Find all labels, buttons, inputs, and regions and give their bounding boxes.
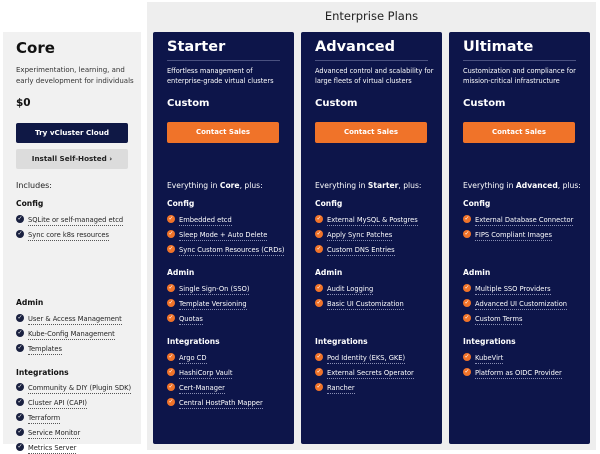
divider <box>315 60 428 61</box>
chevron-right-icon: › <box>109 154 113 163</box>
everything-in-suffix: , plus: <box>398 181 422 190</box>
feature-item[interactable] <box>315 354 405 362</box>
plan-description: Advanced control and scalability for large fleets of virtual clusters <box>315 67 434 85</box>
feature-label: Kube-Config Management <box>28 330 115 338</box>
feature-label: Quotas <box>179 315 203 323</box>
check-circle-icon: ✓ <box>168 284 174 291</box>
feature-label: Sleep Mode + Auto Delete <box>179 231 268 239</box>
feature-item[interactable] <box>167 246 284 254</box>
feature-item[interactable] <box>315 231 392 239</box>
feature-label: KubeVirt <box>475 354 504 362</box>
check-circle-icon: ✓ <box>316 215 322 222</box>
everything-in-plan-ref: Advanced <box>515 181 558 190</box>
feature-item[interactable] <box>16 384 131 392</box>
button-label: Try vCluster Cloud <box>35 128 109 137</box>
feature-item[interactable] <box>16 414 60 422</box>
check-circle-icon: ✓ <box>464 314 470 321</box>
check-circle-icon: ✓ <box>464 215 470 222</box>
check-circle-icon: ✓ <box>464 284 470 291</box>
includes-label: Includes: <box>16 181 52 190</box>
try-vcluster-cloud-button[interactable] <box>16 123 128 143</box>
feature-label: Custom DNS Entries <box>327 246 395 254</box>
feature-item[interactable] <box>463 216 573 224</box>
feature-label: Advanced UI Customization <box>475 300 568 308</box>
everything-in-prefix: Everything in <box>167 181 220 190</box>
feature-item[interactable] <box>167 315 203 323</box>
section-title-config: Config <box>315 199 343 208</box>
feature-item[interactable] <box>315 300 404 308</box>
feature-item[interactable] <box>315 246 395 254</box>
check-circle-icon: ✓ <box>17 329 23 336</box>
section-title-config: Config <box>16 199 44 208</box>
feature-item[interactable] <box>315 369 414 377</box>
feature-label: Sync core k8s resources <box>28 231 110 239</box>
enterprise-plans-title: Enterprise Plans <box>324 9 419 23</box>
section-title-admin: Admin <box>16 298 44 307</box>
everything-in-label <box>167 181 263 190</box>
check-circle-icon: ✓ <box>464 230 470 237</box>
plan-description: Effortless management of enterprise-grade virtual clusters <box>167 67 274 85</box>
feature-item[interactable] <box>167 285 249 293</box>
feature-label: HashiCorp Vault <box>179 369 233 377</box>
feature-label: Central HostPath Mapper <box>179 399 263 407</box>
feature-label: Cluster API (CAPI) <box>28 399 88 407</box>
feature-label: Rancher <box>327 384 355 392</box>
feature-label: Audit Logging <box>327 285 374 293</box>
feature-label: External Secrets Operator <box>327 369 414 377</box>
everything-in-plan-ref: Starter <box>367 181 399 190</box>
plan-name: Ultimate <box>463 39 534 55</box>
check-circle-icon: ✓ <box>17 443 23 450</box>
feature-item[interactable] <box>167 300 247 308</box>
feature-item[interactable] <box>16 345 62 353</box>
feature-item[interactable] <box>16 216 123 224</box>
feature-item[interactable] <box>463 231 552 239</box>
contact-sales-button[interactable] <box>315 122 427 143</box>
feature-item[interactable] <box>16 444 76 452</box>
feature-item[interactable] <box>463 285 551 293</box>
feature-item[interactable] <box>16 231 109 239</box>
plan-card-ultimate <box>449 32 590 444</box>
check-circle-icon: ✓ <box>464 299 470 306</box>
feature-label: Single Sign-On (SSO) <box>179 285 250 293</box>
feature-label: Template Versioning <box>179 300 247 308</box>
feature-label: Embedded etcd <box>179 216 232 224</box>
feature-item[interactable] <box>315 216 418 224</box>
check-circle-icon: ✓ <box>17 383 23 390</box>
check-circle-icon: ✓ <box>17 344 23 351</box>
plan-name: Advanced <box>315 39 395 55</box>
everything-in-plan-ref: Core <box>219 181 240 190</box>
section-title-config: Config <box>463 199 491 208</box>
contact-sales-button[interactable] <box>463 122 575 143</box>
section-title-integrations: Integrations <box>463 337 516 346</box>
check-circle-icon: ✓ <box>464 353 470 360</box>
check-circle-icon: ✓ <box>17 314 23 321</box>
everything-in-prefix: Everything in <box>463 181 516 190</box>
button-label: Contact Sales <box>491 128 546 136</box>
everything-in-prefix: Everything in <box>315 181 368 190</box>
check-circle-icon: ✓ <box>168 314 174 321</box>
feature-item[interactable] <box>315 384 355 392</box>
feature-label: Basic UI Customization <box>327 300 404 308</box>
everything-in-suffix: , plus: <box>239 181 263 190</box>
feature-label: Terraform <box>28 414 61 422</box>
plan-card-starter <box>153 32 294 444</box>
feature-label: Multiple SSO Providers <box>475 285 551 293</box>
feature-item[interactable] <box>167 369 232 377</box>
check-circle-icon: ✓ <box>316 368 322 375</box>
check-circle-icon: ✓ <box>316 299 322 306</box>
everything-in-label <box>463 181 581 190</box>
feature-item[interactable] <box>463 354 503 362</box>
check-circle-icon: ✓ <box>316 230 322 237</box>
check-circle-icon: ✓ <box>17 398 23 405</box>
check-circle-icon: ✓ <box>168 230 174 237</box>
check-circle-icon: ✓ <box>168 299 174 306</box>
feature-item[interactable] <box>167 399 263 407</box>
check-circle-icon: ✓ <box>168 398 174 405</box>
plan-price: $0 <box>16 97 31 109</box>
plan-price: Custom <box>463 98 506 109</box>
feature-label: Sync Custom Resources (CRDs) <box>179 246 285 254</box>
check-circle-icon: ✓ <box>168 245 174 252</box>
core-plan-card <box>3 32 141 452</box>
check-circle-icon: ✓ <box>17 215 23 222</box>
button-label: Install Self-Hosted <box>31 154 107 163</box>
feature-item[interactable] <box>167 354 207 362</box>
button-label: Contact Sales <box>195 128 250 136</box>
check-circle-icon: ✓ <box>316 245 322 252</box>
plan-price: Custom <box>315 98 358 109</box>
feature-item[interactable] <box>16 315 122 323</box>
check-circle-icon: ✓ <box>316 353 322 360</box>
feature-item[interactable] <box>463 315 522 323</box>
divider <box>167 60 280 61</box>
feature-label: Community & DIY (Plugin SDK) <box>28 384 132 392</box>
feature-label: External MySQL & Postgres <box>327 216 418 224</box>
feature-label: Apply Sync Patches <box>327 231 393 239</box>
feature-label: Templates <box>28 345 62 353</box>
feature-item[interactable] <box>463 369 562 377</box>
feature-item[interactable] <box>167 231 267 239</box>
feature-item[interactable] <box>16 429 80 437</box>
feature-item[interactable] <box>167 384 225 392</box>
check-circle-icon: ✓ <box>17 428 23 435</box>
plan-name: Core <box>16 39 55 57</box>
feature-item[interactable] <box>16 330 115 338</box>
feature-label: Service Monitor <box>28 429 81 437</box>
check-circle-icon: ✓ <box>17 413 23 420</box>
check-circle-icon: ✓ <box>316 383 322 390</box>
plan-card-advanced <box>301 32 442 444</box>
check-circle-icon: ✓ <box>464 368 470 375</box>
feature-item[interactable] <box>167 216 232 224</box>
section-title-admin: Admin <box>463 268 491 277</box>
feature-item[interactable] <box>315 285 373 293</box>
check-circle-icon: ✓ <box>168 368 174 375</box>
feature-item[interactable] <box>16 399 87 407</box>
feature-label: Cert-Manager <box>179 384 225 392</box>
feature-label: User & Access Management <box>28 315 122 323</box>
section-title-integrations: Integrations <box>16 368 69 377</box>
section-title-config: Config <box>167 199 195 208</box>
feature-label: Argo CD <box>179 354 207 362</box>
plan-price: Custom <box>167 98 210 109</box>
plan-description: Customization and compliance for mission-critical infrastructure <box>463 67 576 85</box>
check-circle-icon: ✓ <box>17 230 23 237</box>
section-title-integrations: Integrations <box>167 337 220 346</box>
divider <box>463 60 576 61</box>
contact-sales-button[interactable] <box>167 122 279 143</box>
install-self-hosted-button[interactable] <box>16 149 128 169</box>
feature-label: External Database Connector <box>475 216 574 224</box>
everything-in-suffix: , plus: <box>557 181 581 190</box>
check-circle-icon: ✓ <box>168 383 174 390</box>
feature-label: FIPS Compliant Images <box>475 231 552 239</box>
plan-name: Starter <box>167 39 226 55</box>
section-title-integrations: Integrations <box>315 337 368 346</box>
everything-in-label <box>315 181 421 190</box>
feature-label: SQLite or self-managed etcd <box>28 216 124 224</box>
check-circle-icon: ✓ <box>168 215 174 222</box>
feature-label: Custom Terms <box>475 315 523 323</box>
feature-label: Pod Identity (EKS, GKE) <box>327 354 406 362</box>
plan-description: Experimentation, learning, and early development for individuals <box>16 66 134 85</box>
feature-label: Platform as OIDC Provider <box>475 369 562 377</box>
feature-item[interactable] <box>463 300 567 308</box>
check-circle-icon: ✓ <box>316 284 322 291</box>
feature-label: Metrics Server <box>28 444 77 452</box>
section-title-admin: Admin <box>315 268 343 277</box>
section-title-admin: Admin <box>167 268 195 277</box>
button-label: Contact Sales <box>343 128 398 136</box>
check-circle-icon: ✓ <box>168 353 174 360</box>
